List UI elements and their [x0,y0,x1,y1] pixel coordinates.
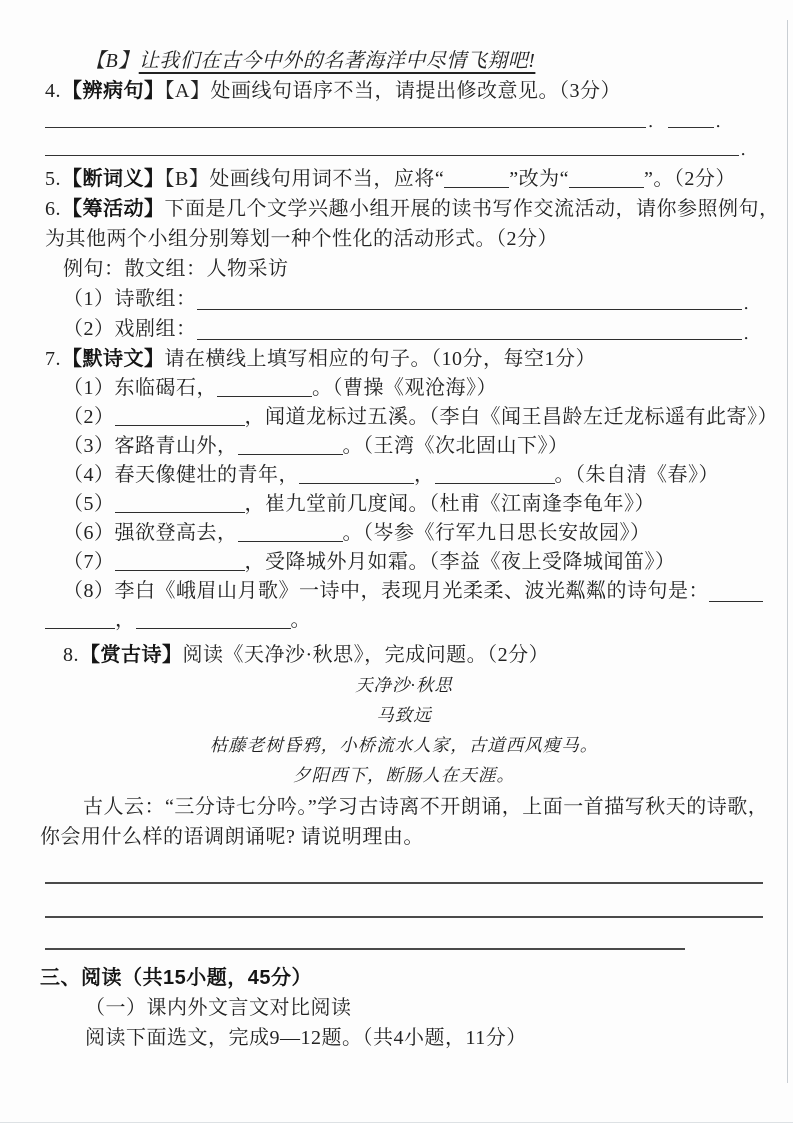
option-b-line [45,46,763,76]
q7-item8-post: 。 [290,609,311,631]
q8-paragraph-line2: 你会用什么样的语调朗诵呢? 请说明理由。 [40,826,424,848]
q6-tag: 【筹活动】 [62,198,165,220]
question-7 [45,344,763,374]
q7-item-1 [45,374,763,403]
q5-text-post: ”。（2分） [643,168,736,190]
answer-underline [45,155,739,156]
q7-item7-post: ，受降城外月如霜。（李益《夜上受降城闻笛》） [244,551,676,573]
poem-author: 马致远 [376,705,432,725]
blank-field [115,492,245,513]
q7-item5-pre: （5） [63,493,115,515]
q7-item1-pre: （1）东临碣石， [63,377,217,399]
q6-example [45,254,763,284]
q7-item-3 [45,432,763,461]
answer-underline [45,127,646,128]
blank-field [444,167,509,188]
question-6 [45,194,780,224]
q4-tag: 【辨病句】 [62,80,165,102]
answer-dot: ． [715,112,733,131]
q8-answer-line-2 [45,884,763,918]
blank-field [435,463,555,484]
answer-dot: ． [743,294,761,313]
blank-field [217,376,312,397]
q7-item-6 [45,519,763,548]
answer-underline [197,309,742,310]
blank-field [115,405,245,426]
q6-item1-label: （1）诗歌组： [63,288,197,310]
q7-item3-pre: （3）客路青山外， [63,435,238,457]
q8-answer-line-3 [45,918,685,950]
q7-item5-post: ，崔九堂前几度闻。（杜甫《江南逢李龟年》） [244,493,655,515]
answer-dot: ． [743,324,761,343]
q5-text-mid: ”改为“ [509,168,569,190]
q7-item4-mid: ， [414,464,435,486]
q6-text-line1: 下面是几个文学兴趣小组开展的读书写作交流活动，请你参照例句， [164,198,780,220]
answer-underline [197,339,742,340]
q7-item6-post: 。（岑参《行军九日思长安故园》） [342,522,651,544]
q8-text: 阅读《天净沙·秋思》，完成问题。（2分） [182,644,550,666]
q4-number: 4. [45,80,61,102]
q6-line2 [45,224,763,254]
q7-item3-post: 。（王湾《次北固山下》） [342,435,569,457]
q5-number: 5. [45,168,61,190]
q7-item1-post: 。（曹操《观沧海》） [312,377,497,399]
page-right-edge-line [787,20,788,1083]
q7-item-5 [45,490,763,519]
question-4 [45,76,763,106]
q7-item7-pre: （7） [63,551,115,573]
blank-field [299,463,414,484]
q5-tag: 【断词义】 [62,168,165,190]
blank-field [569,167,644,188]
q7-number: 7. [45,348,61,370]
answer-dot: ． [740,140,758,159]
q7-item4-pre: （4）春天像健壮的青年， [63,464,299,486]
q7-item-4 [45,461,763,490]
q4-answer-line-1 [45,106,735,131]
blank-field [136,608,291,629]
q7-item-7 [45,548,763,577]
q8-paragraph-line1: 古人云：“三分诗七分吟。”学习古诗离不开朗诵，上面一首描写秋天的诗歌， [83,796,769,818]
q6-example-text: 例句：散文组：人物采访 [63,258,289,280]
poem-line-1: 枯藤老树昏鸦，小桥流水人家，古道西风瘦马。 [209,735,599,755]
section-3-sub2: 阅读下面选文，完成9—12题。（共4小题，11分） [85,1027,527,1049]
blank-field [238,434,343,455]
q4-text: 【A】处画线句语序不当，请提出修改意见。（3分） [164,80,621,102]
q7-item8-pre: （8）李白《峨眉山月歌》一诗中，表现月光柔柔、波光粼粼的诗句是： [63,580,709,602]
q7-item-8-line1 [45,577,763,606]
q6-item2-label: （2）戏剧组： [63,318,197,340]
q6-number: 6. [45,198,61,220]
option-b-tag: 【B】 [85,50,139,72]
q7-item8-mid: ， [115,609,136,631]
option-b-underlined-text: 让我们在古今中外的名著海洋中尽情飞翔吧! [138,50,536,72]
answer-underline [668,127,714,128]
q7-item6-pre: （6）强欲登高去， [63,522,238,544]
blank-field [45,608,115,629]
question-5 [45,164,763,194]
q6-text-line2: 为其他两个小组分别筹划一种个性化的活动形式。（2分） [45,228,558,250]
q6-item-1 [45,284,763,314]
answer-dot: ． [648,112,666,131]
blank-field [238,521,343,542]
q5-text-pre: 【B】处画线句用词不当，应将“ [164,168,445,190]
q7-item-8-line2 [45,606,763,635]
section-3-title: 三、阅读（共15小题，45分） [40,967,312,989]
q8-answer-line-1 [45,852,763,884]
section-3-sub1: （一）课内外文言文对比阅读 [85,997,352,1019]
question-8 [45,640,763,670]
q7-item2-post: ，闻道龙标过五溪。（李白《闻王昌龄左迁龙标遥有此寄》） [244,406,778,428]
q7-item2-pre: （2） [63,406,115,428]
q6-item-2 [45,314,763,344]
poem-line-2: 夕阳西下，断肠人在天涯。 [293,765,515,785]
q8-number: 8. [63,644,79,666]
poem-title: 天净沙·秋思 [355,675,453,695]
q7-tag: 【默诗文】 [62,348,165,370]
q7-item-2 [45,403,778,432]
q8-tag: 【赏古诗】 [80,644,183,666]
blank-field [709,601,763,602]
exam-content [40,46,780,1053]
q7-intro: 请在横线上填写相应的句子。（10分，每空1分） [164,348,596,370]
q4-answer-line-2 [45,128,760,159]
q7-item4-post: 。（朱自清《春》） [554,464,719,486]
blank-field [115,550,245,571]
